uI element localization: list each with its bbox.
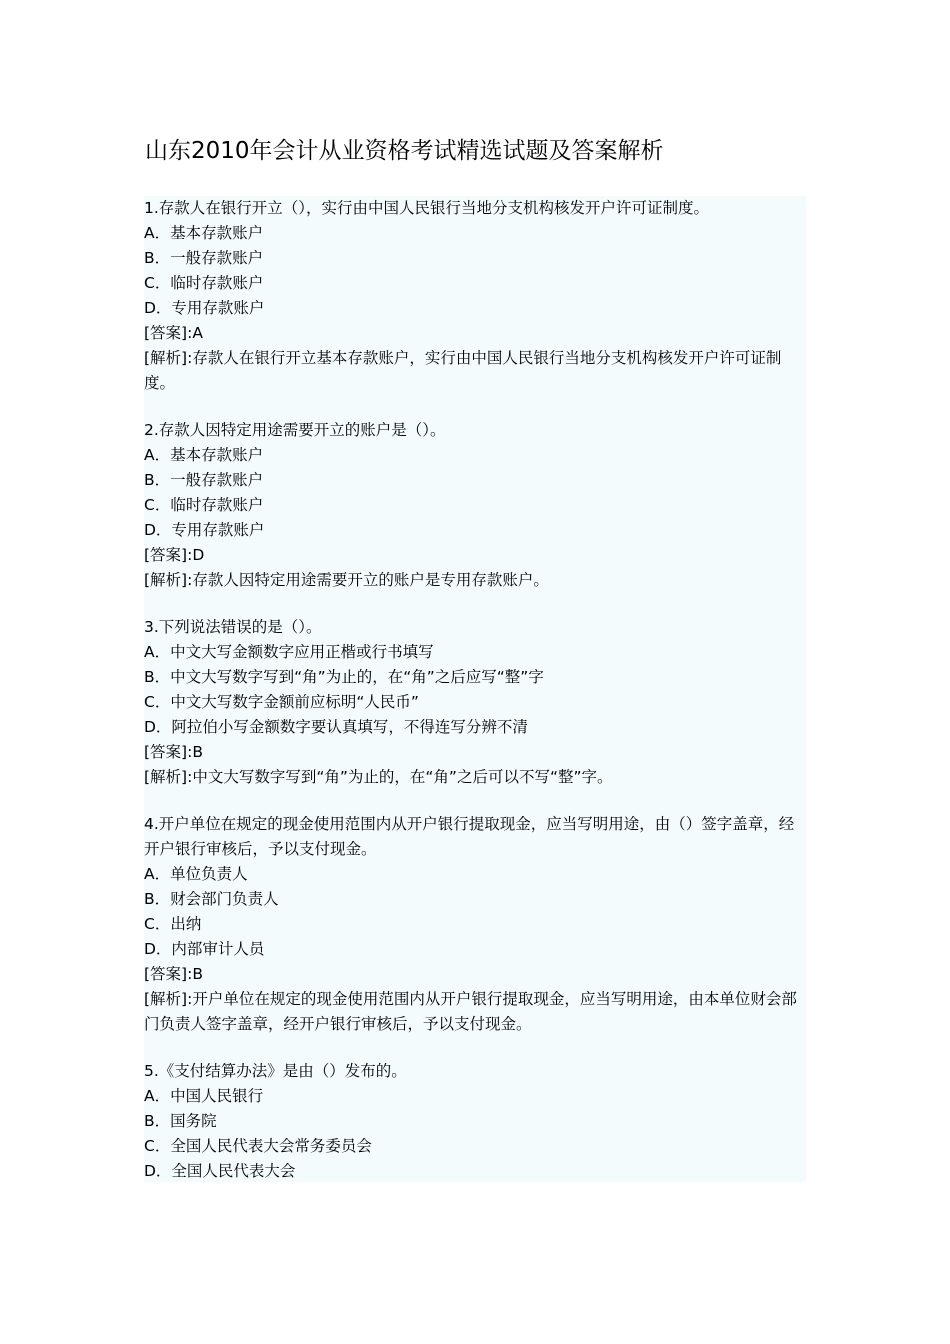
document-title: 山东2010年会计从业资格考试精选试题及答案解析: [145, 138, 664, 164]
option-a: A．中文大写金额数字应用正楷或行书填写: [144, 643, 434, 661]
question-text: 1.存款人在银行开立（），实行由中国人民银行当地分支机构核发开户许可证制度。: [144, 199, 710, 217]
question-3: [144, 615, 806, 790]
option-d: D．专用存款账户: [144, 299, 265, 317]
option-c: C．临时存款账户: [144, 274, 264, 292]
questions-section: [144, 196, 806, 1182]
option-b: B．国务院: [144, 1112, 217, 1130]
option-c: C．全国人民代表大会常务委员会: [144, 1137, 372, 1155]
analysis: [解析]:存款人因特定用途需要开立的账户是专用存款账户。: [144, 571, 549, 589]
analysis: [解析]:开户单位在规定的现金使用范围内从开户银行提取现金，应当写明用途，由本单位财会部门负责人签字盖章，经开户银行审核后，予以支付现金。: [144, 990, 797, 1033]
question-text: 2.存款人因特定用途需要开立的账户是（）。: [144, 421, 446, 439]
option-d: D．阿拉伯小写金额数字要认真填写，不得连写分辨不清: [144, 718, 528, 736]
question-text: 4.开户单位在规定的现金使用范围内从开户银行提取现金，应当写明用途，由（）签字盖章，经开户银行审核后，予以支付现金。: [144, 815, 795, 858]
option-b: B．一般存款账户: [144, 471, 264, 489]
answer: [答案]:B: [144, 743, 203, 761]
analysis: [解析]:存款人在银行开立基本存款账户，实行由中国人民银行当地分支机构核发开户许可证制度。: [144, 349, 782, 392]
option-b: B．财会部门负责人: [144, 890, 279, 908]
answer: [答案]:A: [144, 324, 203, 342]
question-text: 3.下列说法错误的是（）。: [144, 618, 322, 636]
option-a: A．基本存款账户: [144, 224, 264, 242]
question-2: [144, 418, 806, 593]
question-4: [144, 812, 806, 1037]
option-c: C．临时存款账户: [144, 496, 264, 514]
question-text: 5.《支付结算办法》是由（）发布的。: [144, 1062, 407, 1080]
option-a: A．单位负责人: [144, 865, 248, 883]
option-b: B．中文大写数字写到“角”为止的，在“角”之后应写“整”字: [144, 668, 544, 686]
option-d: D．专用存款账户: [144, 521, 265, 539]
question-5: [144, 1059, 806, 1184]
option-a: A．基本存款账户: [144, 446, 264, 464]
option-c: C．出纳: [144, 915, 202, 933]
answer: [答案]:D: [144, 546, 205, 564]
option-c: C．中文大写数字金额前应标明“人民币”: [144, 693, 419, 711]
option-d: D．内部审计人员: [144, 940, 265, 958]
answer: [答案]:B: [144, 965, 203, 983]
option-b: B．一般存款账户: [144, 249, 264, 267]
analysis: [解析]:中文大写数字写到“角”为止的，在“角”之后可以不写“整”字。: [144, 768, 613, 786]
option-d: D．全国人民代表大会: [144, 1162, 296, 1180]
question-1: [144, 196, 806, 396]
option-a: A．中国人民银行: [144, 1087, 264, 1105]
